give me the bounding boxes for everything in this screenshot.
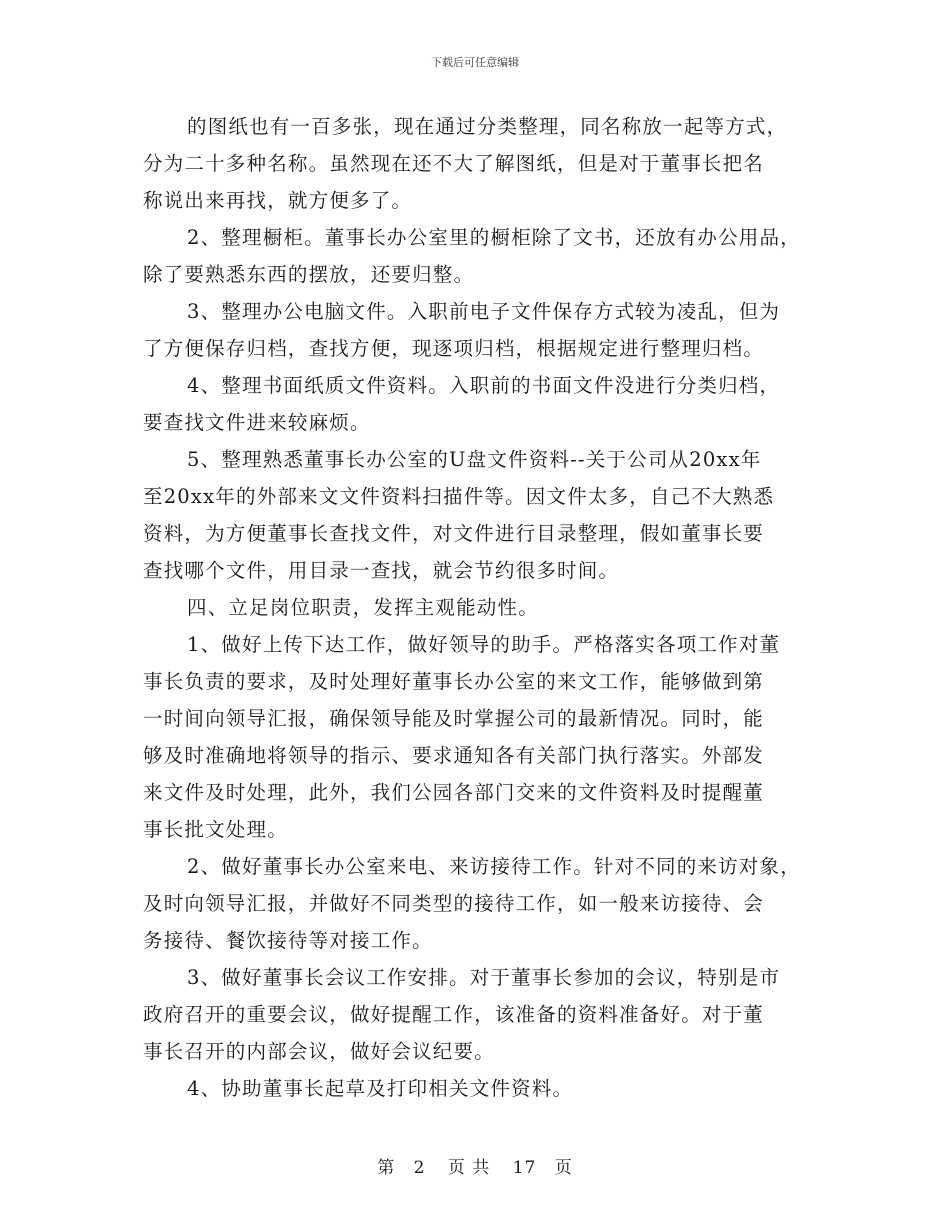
text-line: 要查找文件进来较麻烦。 — [143, 411, 371, 434]
text-line: 1、做好上传下达工作，做好领导的助手。严格落实各项工作对董 — [187, 633, 781, 656]
text-line: 够及时准确地将领导的指示、要求通知各有关部门执行落实。外部发 — [143, 744, 765, 767]
text-line: 来文件及时处理，此外，我们公园各部门交来的文件资料及时提醒董 — [143, 781, 765, 804]
text-line: 至20xx年的外部来文文件资料扫描件等。因文件太多，自己不大熟悉 — [143, 485, 775, 508]
text-line: 了方便保存归档，查找方便，现逐项归档，根据规定进行整理归档。 — [143, 337, 765, 360]
text-line: 5、整理熟悉董事长办公室的U盘文件资料--关于公司从20xx年 — [187, 448, 762, 471]
footer-middle: 页 共 — [447, 1158, 491, 1178]
text-line: 3、整理办公电脑文件。入职前电子文件保存方式较为凌乱，但为 — [187, 300, 781, 323]
page-header: 下载后可任意编辑 — [431, 56, 519, 69]
text-line: 政府召开的重要会议，做好提醒工作，该准备的资料准备好。对于董 — [143, 1003, 765, 1026]
page-footer — [0, 1153, 950, 1178]
text-line: 4、协助董事长起草及打印相关文件资料。 — [187, 1077, 574, 1100]
text-line: 称说出来再找，就方便多了。 — [143, 189, 413, 212]
text-line: 的图纸也有一百多张，现在通过分类整理，同名称放一起等方式， — [187, 115, 788, 138]
text-line: 2、整理橱柜。董事长办公室里的橱柜除了文书，还放有办公用品， — [187, 226, 801, 249]
text-line: 资料，为方便董事长查找文件，对文件进行目录整理，假如董事长要 — [143, 522, 765, 545]
text-line: 及时向领导汇报，并做好不同类型的接待工作，如一般来访接待、会 — [143, 892, 765, 915]
document-body — [143, 108, 815, 1107]
text-line: 分为二十多种名称。虽然现在还不大了解图纸，但是对于董事长把名 — [143, 152, 765, 175]
text-line: 一时间向领导汇报，确保领导能及时掌握公司的最新情况。同时，能 — [143, 707, 765, 730]
text-line: 事长负责的要求，及时处理好董事长办公室的来文工作，能够做到第 — [143, 670, 765, 693]
total-page-count: 17 — [512, 1158, 537, 1178]
text-line: 2、做好董事长办公室来电、来访接待工作。针对不同的来访对象， — [187, 855, 801, 878]
footer-suffix: 页 — [554, 1158, 573, 1178]
text-line: 事长召开的内部会议，做好会议纪要。 — [143, 1040, 495, 1063]
current-page-number: 2 — [413, 1158, 426, 1178]
text-line: 除了要熟悉东西的摆放，还要归整。 — [143, 263, 475, 286]
text-line: 查找哪个文件，用目录一查找，就会节约很多时间。 — [143, 559, 620, 582]
text-line: 务接待、餐饮接待等对接工作。 — [143, 929, 433, 952]
section-heading: 四、立足岗位职责，发挥主观能动性。 — [187, 596, 539, 619]
footer-prefix: 第 — [377, 1158, 396, 1178]
text-line: 3、做好董事长会议工作安排。对于董事长参加的会议，特别是市 — [187, 966, 781, 989]
text-line: 事长批文处理。 — [143, 818, 288, 841]
text-line: 4、整理书面纸质文件资料。入职前的书面文件没进行分类归档， — [187, 374, 781, 397]
